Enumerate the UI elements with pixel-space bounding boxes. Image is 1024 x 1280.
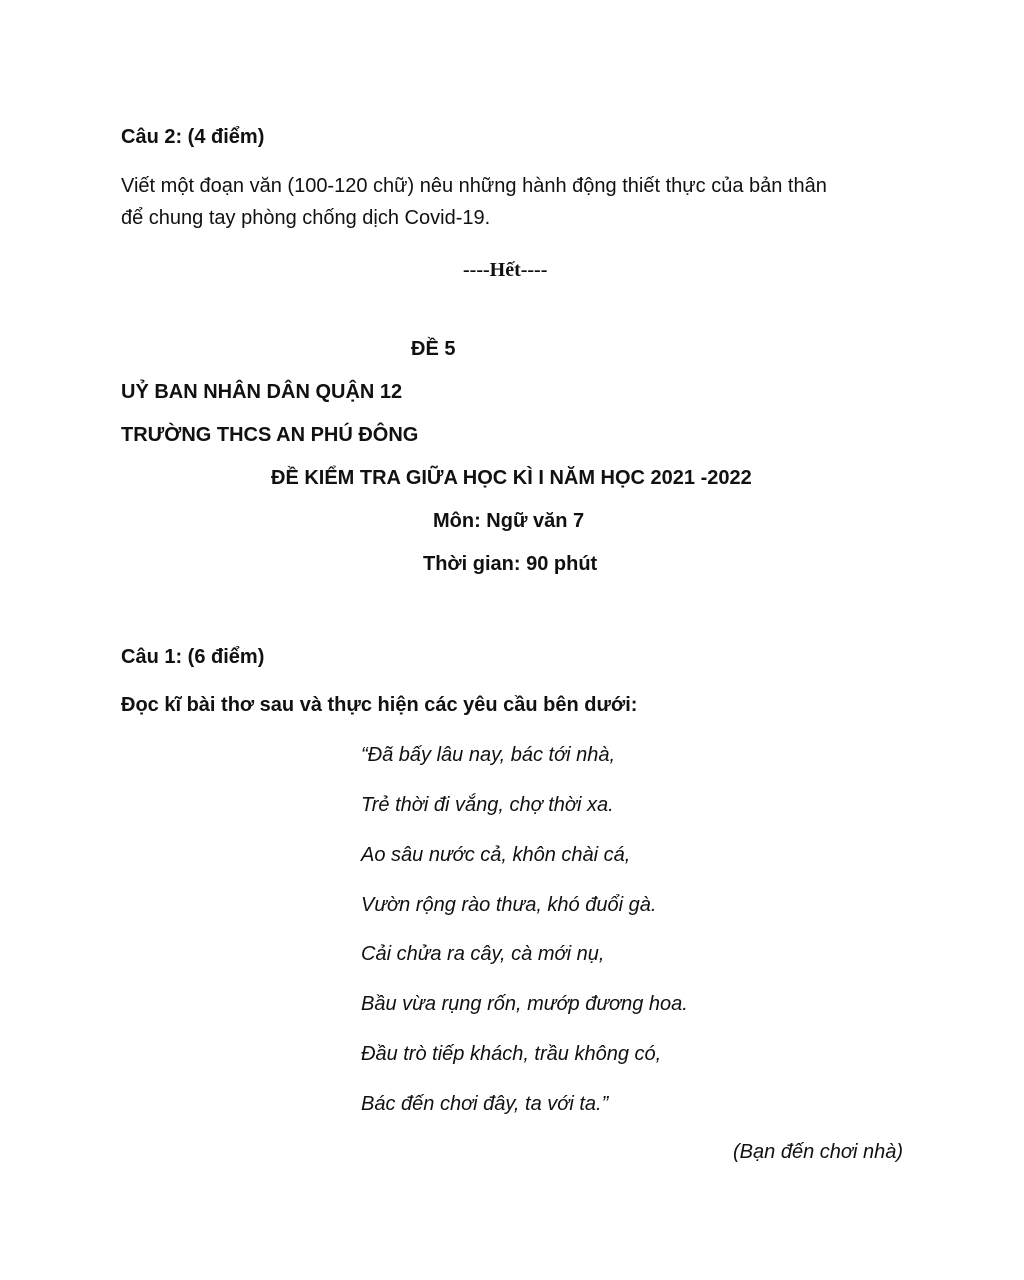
poem-line: “Đã bấy lâu nay, bác tới nhà, bbox=[361, 744, 616, 766]
poem-line: Bầu vừa rụng rốn, mướp đương hoa. bbox=[361, 993, 688, 1015]
school-name: TRƯỜNG THCS AN PHÚ ĐÔNG bbox=[121, 424, 419, 446]
poem-line: Vườn rộng rào thưa, khó đuổi gà. bbox=[361, 894, 657, 916]
poem-line: Trẻ thời đi vắng, chợ thời xa. bbox=[361, 794, 614, 816]
poem-line: Bác đến chơi đây, ta với ta.” bbox=[361, 1093, 609, 1115]
poem-line: Cải chửa ra cây, cà mới nụ, bbox=[361, 943, 605, 965]
exam-subject: Môn: Ngữ văn 7 bbox=[433, 510, 585, 532]
cau2-prompt-line-1: Viết một đoạn văn (100-120 chữ) nêu những hành động thiết thực của bản thân bbox=[121, 175, 827, 197]
poem-source: (Bạn đến chơi nhà) bbox=[733, 1141, 903, 1163]
cau2-prompt-line-2: để chung tay phòng chống dịch Covid-19. bbox=[121, 207, 491, 229]
authority-name: UỶ BAN NHÂN DÂN QUẬN 12 bbox=[121, 381, 403, 403]
cau1-instruction: Đọc kĩ bài thơ sau và thực hiện các yêu cầu bên dưới: bbox=[121, 694, 638, 716]
exam-time: Thời gian: 90 phút bbox=[423, 553, 598, 575]
cau2-heading: Câu 2: (4 điểm) bbox=[121, 126, 265, 148]
cau1-heading: Câu 1: (6 điểm) bbox=[121, 646, 265, 668]
exam-number: ĐỀ 5 bbox=[411, 338, 456, 360]
poem-line: Đầu trò tiếp khách, trầu không có, bbox=[361, 1043, 662, 1065]
poem-line: Ao sâu nước cả, khôn chài cá, bbox=[361, 844, 631, 866]
end-marker: ----Hết---- bbox=[463, 259, 548, 281]
exam-title: ĐỀ KIỂM TRA GIỮA HỌC KÌ I NĂM HỌC 2021 -2022 bbox=[271, 467, 752, 489]
